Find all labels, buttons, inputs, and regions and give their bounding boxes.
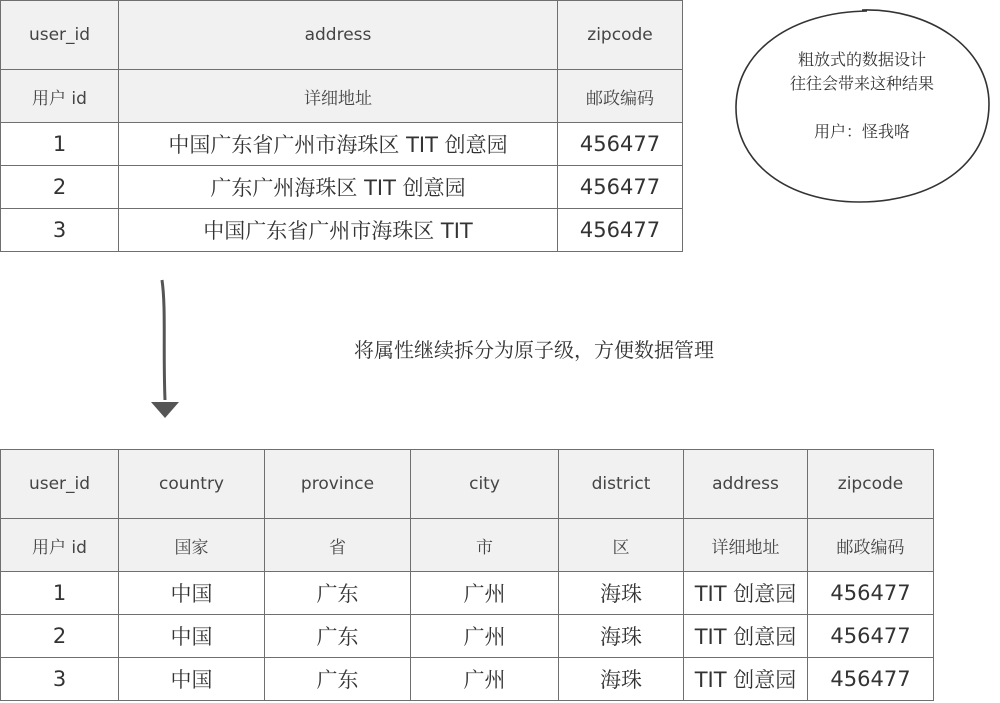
- table-row: [1, 209, 683, 252]
- table-cell: 456477: [558, 209, 683, 252]
- comment-line: 粗放式的数据设计: [797, 50, 926, 69]
- table-cell: 广东: [265, 615, 411, 658]
- table-cell: 中国: [119, 615, 265, 658]
- table-cell: 456477: [558, 166, 683, 209]
- table-cell: 1: [1, 572, 119, 615]
- subheader-cell: 市: [411, 519, 559, 572]
- table-header-row: [1, 450, 934, 519]
- table-subheader-row: [1, 70, 683, 123]
- table-cell: 456477: [558, 123, 683, 166]
- subheader-cell: 详细地址: [119, 70, 558, 123]
- header-cell: city: [411, 450, 559, 519]
- header-cell: zipcode: [808, 450, 934, 519]
- table-cell: 456477: [808, 572, 934, 615]
- table-cell: 456477: [808, 658, 934, 701]
- table-cell: 广州: [411, 658, 559, 701]
- table-cell: TIT 创意园: [684, 658, 808, 701]
- table-subheader-row: [1, 519, 934, 572]
- table-cell: TIT 创意园: [684, 615, 808, 658]
- header-cell: zipcode: [558, 1, 683, 70]
- table-cell: 广东广州海珠区 TIT 创意园: [119, 166, 558, 209]
- comment-line: 用户：怪我咯: [813, 122, 910, 141]
- header-cell: user_id: [1, 1, 119, 70]
- table-cell: 海珠: [559, 658, 684, 701]
- table-cell: 广东: [265, 572, 411, 615]
- table-cell: 海珠: [559, 572, 684, 615]
- table-cell: 2: [1, 166, 119, 209]
- table-cell: 中国: [119, 572, 265, 615]
- header-cell: district: [559, 450, 684, 519]
- header-cell: province: [265, 450, 411, 519]
- table-cell: 3: [1, 658, 119, 701]
- table-row: [1, 615, 934, 658]
- table-row: [1, 658, 934, 701]
- header-cell: address: [119, 1, 558, 70]
- comment-text: [731, 48, 993, 144]
- table-cell: 中国: [119, 658, 265, 701]
- table-cell: 广州: [411, 615, 559, 658]
- subheader-cell: 用户 id: [1, 70, 119, 123]
- comment-line: 往往会带来这种结果: [789, 74, 934, 93]
- table-header-row: [1, 1, 683, 70]
- subheader-cell: 邮政编码: [558, 70, 683, 123]
- table-row: [1, 123, 683, 166]
- subheader-cell: 省: [265, 519, 411, 572]
- table-cell: 456477: [808, 615, 934, 658]
- table-cell: 海珠: [559, 615, 684, 658]
- subheader-cell: 用户 id: [1, 519, 119, 572]
- table-cell: 广州: [411, 572, 559, 615]
- atomic-address-table: [0, 449, 934, 701]
- table-cell: 2: [1, 615, 119, 658]
- table-cell: 广东: [265, 658, 411, 701]
- down-arrow-icon: [148, 278, 182, 420]
- table-cell: 中国广东省广州市海珠区 TIT: [119, 209, 558, 252]
- subheader-cell: 详细地址: [684, 519, 808, 572]
- subheader-cell: 邮政编码: [808, 519, 934, 572]
- subheader-cell: 区: [559, 519, 684, 572]
- header-cell: user_id: [1, 450, 119, 519]
- table-row: [1, 166, 683, 209]
- table-cell: 中国广东省广州市海珠区 TIT 创意园: [119, 123, 558, 166]
- subheader-cell: 国家: [119, 519, 265, 572]
- table-cell: 1: [1, 123, 119, 166]
- header-cell: address: [684, 450, 808, 519]
- table-cell: TIT 创意园: [684, 572, 808, 615]
- header-cell: country: [119, 450, 265, 519]
- transformation-caption: 将属性继续拆分为原子级，方便数据管理: [354, 338, 714, 362]
- table-cell: 3: [1, 209, 119, 252]
- original-address-table: [0, 0, 683, 252]
- table-row: [1, 572, 934, 615]
